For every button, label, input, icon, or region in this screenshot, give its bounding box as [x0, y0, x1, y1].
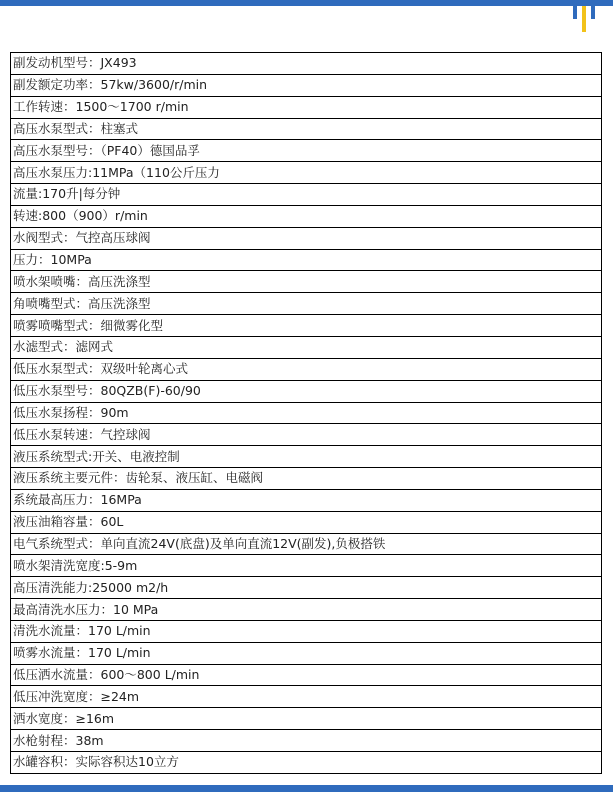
spec-cell: 喷水架清洗宽度:5-9m — [11, 555, 602, 577]
bottom-accent-bar — [0, 785, 613, 792]
spec-cell: 液压系统主要元件：齿轮泵、液压缸、电磁阀 — [11, 468, 602, 490]
spec-cell: 流量:170升|每分钟 — [11, 184, 602, 206]
spec-cell: 液压系统型式:开关、电液控制 — [11, 446, 602, 468]
spec-cell: 高压水泵型号：（PF40）德国品孚 — [11, 140, 602, 162]
spec-cell: 低压水泵扬程：90m — [11, 402, 602, 424]
spec-cell: 电气系统型式：单向直流24V(底盘)及单向直流12V(副发),负极搭铁 — [11, 533, 602, 555]
spec-table — [10, 52, 602, 774]
spec-cell: 低压水泵型号：80QZB(F)-60/90 — [11, 380, 602, 402]
spec-cell: 液压油箱容量：60L — [11, 511, 602, 533]
table-row — [11, 336, 602, 358]
table-row — [11, 118, 602, 140]
spec-cell: 高压水泵型式：柱塞式 — [11, 118, 602, 140]
table-row — [11, 730, 602, 752]
table-row — [11, 205, 602, 227]
spec-cell: 低压冲洗宽度：≥24m — [11, 686, 602, 708]
table-row — [11, 468, 602, 490]
table-row — [11, 599, 602, 621]
table-row — [11, 184, 602, 206]
table-row — [11, 533, 602, 555]
table-row — [11, 358, 602, 380]
table-row — [11, 752, 602, 774]
spec-cell: 副发动机型号：JX493 — [11, 53, 602, 75]
table-row — [11, 96, 602, 118]
table-row — [11, 489, 602, 511]
table-row — [11, 555, 602, 577]
spec-cell: 工作转速：1500～1700 r/min — [11, 96, 602, 118]
spec-cell: 水罐容积：实际容积达10立方 — [11, 752, 602, 774]
spec-cell: 最高清洗水压力：10 MPa — [11, 599, 602, 621]
table-row — [11, 664, 602, 686]
table-row — [11, 74, 602, 96]
table-row — [11, 446, 602, 468]
table-row — [11, 620, 602, 642]
spec-table-body — [11, 53, 602, 774]
spec-cell: 高压水泵压力:11MPa（110公斤压力 — [11, 162, 602, 184]
spec-cell: 角喷嘴型式：高压洗涤型 — [11, 293, 602, 315]
spec-cell: 喷雾水流量：170 L/min — [11, 642, 602, 664]
spec-cell: 低压洒水流量：600～800 L/min — [11, 664, 602, 686]
table-row — [11, 642, 602, 664]
table-row — [11, 271, 602, 293]
spec-cell: 清洗水流量：170 L/min — [11, 620, 602, 642]
spec-cell: 低压水泵转速：气控球阀 — [11, 424, 602, 446]
spec-cell: 高压清洗能力:25000 m2/h — [11, 577, 602, 599]
spec-cell: 喷雾喷嘴型式：细微雾化型 — [11, 315, 602, 337]
spec-cell: 副发额定功率：57kw/3600/r/min — [11, 74, 602, 96]
table-row — [11, 424, 602, 446]
table-row — [11, 315, 602, 337]
spec-cell: 压力：10MPa — [11, 249, 602, 271]
table-row — [11, 708, 602, 730]
spec-cell: 洒水宽度：≥16m — [11, 708, 602, 730]
spec-cell: 水枪射程：38m — [11, 730, 602, 752]
spec-cell: 水滤型式：滤网式 — [11, 336, 602, 358]
top-accent-bar — [0, 0, 613, 6]
spec-cell: 低压水泵型式：双级叶轮离心式 — [11, 358, 602, 380]
spec-cell: 转速:800（900）r/min — [11, 205, 602, 227]
table-row — [11, 380, 602, 402]
table-row — [11, 227, 602, 249]
table-row — [11, 293, 602, 315]
spec-cell: 系统最高压力：16MPa — [11, 489, 602, 511]
table-row — [11, 162, 602, 184]
table-row — [11, 511, 602, 533]
table-row — [11, 577, 602, 599]
brand-logo-icon — [571, 6, 597, 32]
spec-cell: 水阀型式：气控高压球阀 — [11, 227, 602, 249]
table-row — [11, 140, 602, 162]
spec-cell: 喷水架喷嘴：高压洗涤型 — [11, 271, 602, 293]
table-row — [11, 686, 602, 708]
table-row — [11, 249, 602, 271]
table-row — [11, 53, 602, 75]
table-row — [11, 402, 602, 424]
